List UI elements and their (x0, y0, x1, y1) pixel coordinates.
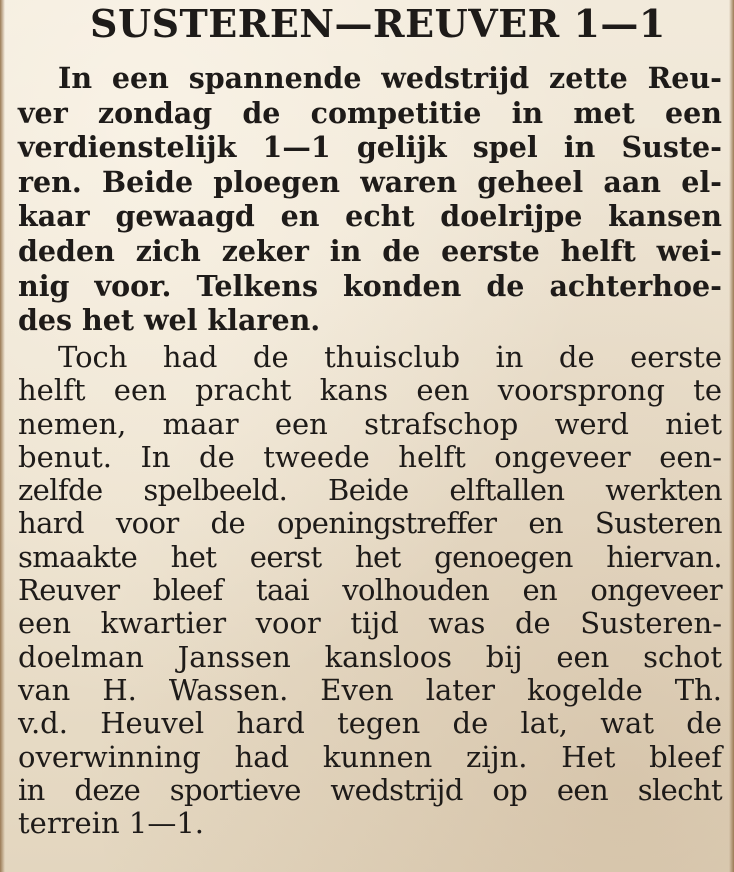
lede-line: ren. Beide ploegen waren geheel aan el- (18, 164, 722, 199)
lede-line: deden zich zeker in de eerste helft wei- (18, 233, 722, 268)
body-line: in deze sportieve wedstrijd op een slecht (18, 772, 722, 807)
body-line: van H. Wassen. Even later kogelde Th. (18, 672, 722, 707)
article-lede-paragraph (0, 61, 734, 338)
article-body-paragraph (0, 341, 734, 840)
lede-line: kaar gewaagd en echt doelrijpe kansen (18, 199, 722, 234)
body-line: benut. In de tweede helft ongeveer een- (18, 439, 722, 474)
body-line: Reuver bleef taai volhouden en ongeveer (18, 573, 722, 608)
lede-line: In een spannende wedstrijd zette Reu- (58, 61, 722, 95)
body-line: v.d. Heuvel hard tegen de lat, wat de (18, 706, 722, 741)
article-headline: SUSTEREN—REUVER 1—1 (90, 1, 666, 46)
body-line: overwinning had kunnen zijn. Het bleef (18, 739, 722, 774)
body-line: helft een pracht kans een voorsprong te (18, 373, 722, 408)
lede-line: verdienstelijk 1—1 gelijk spel in Suste- (18, 130, 722, 165)
lede-line: nig voor. Telkens konden de achterhoe- (18, 268, 722, 303)
body-line: doelman Janssen kansloos bij een schot (18, 639, 722, 674)
body-line: hard voor de openingstreffer en Susteren (18, 506, 722, 541)
body-line: smaakte het eerst het genoegen hiervan. (18, 539, 722, 574)
body-line: nemen, maar een strafschop werd niet (18, 406, 722, 441)
body-line: zelfde spelbeeld. Beide elftallen werkten (18, 473, 722, 508)
body-line: een kwartier voor tijd was de Susteren- (18, 606, 722, 641)
lede-line: ver zondag de competitie in met een (18, 95, 722, 130)
body-line: terrein 1—1. (18, 806, 204, 841)
body-line: Toch had de thuisclub in de eerste (58, 340, 722, 374)
lede-line: des het wel klaren. (18, 303, 321, 338)
